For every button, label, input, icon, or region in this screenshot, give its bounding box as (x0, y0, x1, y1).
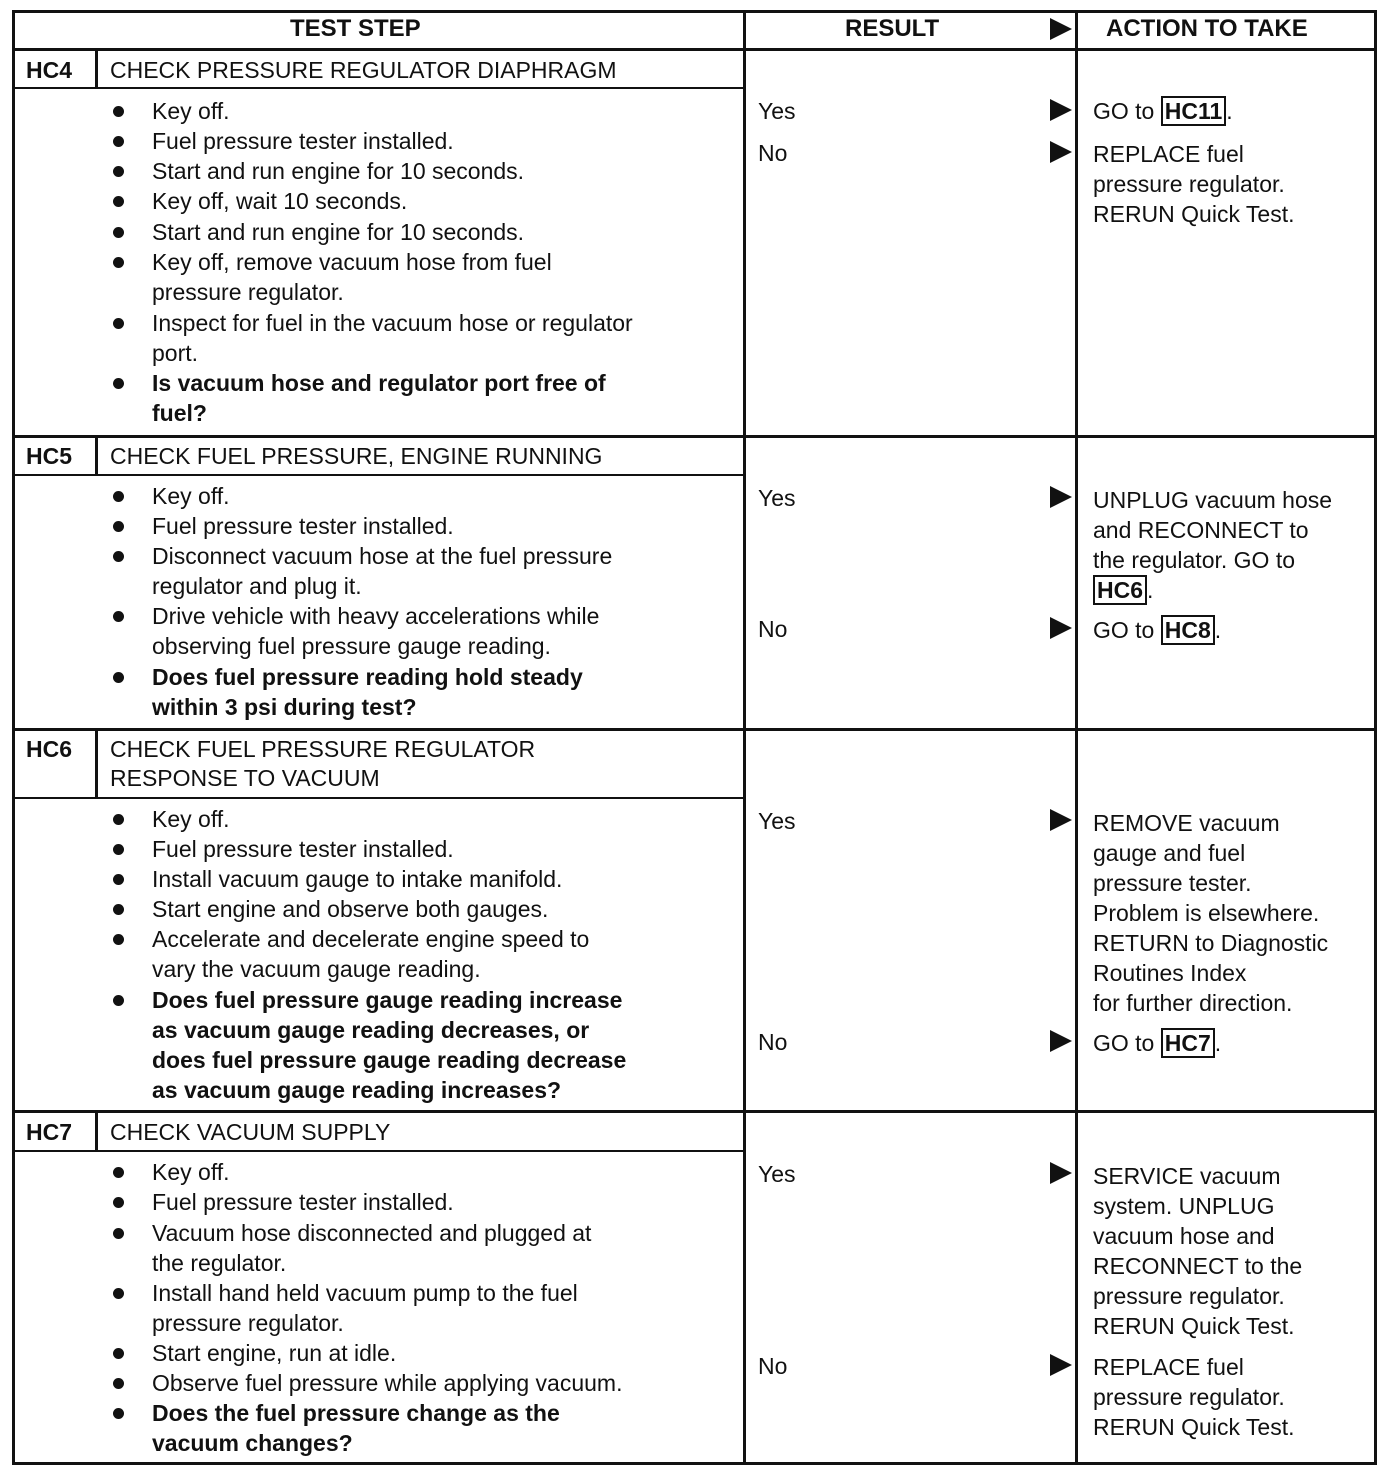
section-divider-hc5 (12, 435, 1377, 438)
bullet-text: regulator and plug it. (152, 573, 362, 599)
bullet-icon (113, 196, 124, 207)
bullet-text: observing fuel pressure gauge reading. (152, 633, 551, 659)
step-id: HC7 (26, 1119, 73, 1145)
bullet-text: the regulator. (152, 1250, 287, 1276)
step-id-divider (95, 1111, 98, 1151)
bullet-icon (113, 814, 124, 825)
bullet-icon (113, 995, 124, 1006)
result-arrow-icon (1050, 486, 1072, 508)
step-id: HC5 (26, 443, 73, 469)
step-reference-link[interactable]: HC7 (1161, 1028, 1215, 1058)
step-id: HC6 (26, 736, 73, 762)
result-arrow-icon (1050, 1030, 1072, 1052)
bullet-question: Is vacuum hose and regulator port free of (152, 370, 606, 396)
step-title: CHECK VACUUM SUPPLY (110, 1119, 391, 1145)
action-text: RERUN Quick Test. (1093, 1414, 1295, 1440)
result-arrow-icon (1050, 99, 1072, 121)
result-yes: Yes (758, 808, 796, 834)
table-left-border (12, 10, 15, 1465)
bullet-question: as vacuum gauge reading decreases, or (152, 1017, 590, 1043)
bullet-question: within 3 psi during test? (152, 694, 417, 720)
column-divider-action (1075, 10, 1078, 1465)
bullet-icon (113, 1197, 124, 1208)
action-text: . (1147, 577, 1154, 603)
action-text: pressure regulator. (1093, 1384, 1285, 1410)
step-title: CHECK FUEL PRESSURE REGULATOR (110, 736, 536, 762)
step-title: CHECK PRESSURE REGULATOR DIAPHRAGM (110, 57, 617, 83)
action-text: pressure tester. (1093, 870, 1252, 896)
result-no: No (758, 1353, 788, 1379)
bullet-text: Fuel pressure tester installed. (152, 836, 454, 862)
bullet-text: Accelerate and decelerate engine speed to (152, 926, 590, 952)
action-text: . (1214, 1030, 1222, 1056)
result-arrow-icon (1050, 809, 1072, 831)
bullet-question: Does fuel pressure gauge reading increase (152, 987, 623, 1013)
bullet-icon (113, 874, 124, 885)
step-id-divider (95, 436, 98, 476)
header-test-step: TEST STEP (290, 15, 421, 42)
result-no: No (758, 616, 788, 642)
bullet-text: Key off. (152, 806, 230, 832)
action-text: REPLACE fuel (1093, 141, 1244, 167)
bullet-text: Key off, remove vacuum hose from fuel (152, 249, 552, 275)
bullet-text: Fuel pressure tester installed. (152, 513, 454, 539)
action-text: Problem is elsewhere. (1093, 900, 1320, 926)
bullet-text: Install vacuum gauge to intake manifold. (152, 866, 563, 892)
bullet-text: Fuel pressure tester installed. (152, 128, 454, 154)
bullet-icon (113, 318, 124, 329)
header-arrow-icon (1050, 18, 1072, 40)
bullet-text: Observe fuel pressure while applying vacuum. (152, 1370, 623, 1396)
bullet-icon (113, 934, 124, 945)
bullet-question: does fuel pressure gauge reading decrease (152, 1047, 627, 1073)
bullet-question: Does fuel pressure reading hold steady (152, 664, 583, 690)
action-goto (1093, 575, 1153, 605)
bullet-icon (113, 1378, 124, 1389)
action-text: and RECONNECT to (1093, 517, 1309, 543)
bullet-icon (113, 904, 124, 915)
action-text: . (1214, 617, 1222, 643)
bullet-text: Inspect for fuel in the vacuum hose or regulator (152, 310, 633, 336)
step-title: RESPONSE TO VACUUM (110, 765, 380, 791)
header-result: RESULT (845, 15, 940, 42)
action-text: GO to (1093, 617, 1161, 643)
bullet-question: Does the fuel pressure change as the (152, 1400, 560, 1426)
bullet-icon (113, 378, 124, 389)
bullet-text: Install hand held vacuum pump to the fuel (152, 1280, 578, 1306)
bullet-text: Start engine and observe both gauges. (152, 896, 549, 922)
action-text: GO to (1093, 1030, 1161, 1056)
bullet-question: fuel? (152, 400, 207, 426)
bullet-icon (113, 491, 124, 502)
result-no: No (758, 140, 788, 166)
action-text: . (1226, 98, 1233, 124)
action-text: GO to (1093, 98, 1161, 124)
action-text: RETURN to Diagnostic (1093, 930, 1329, 956)
bullet-icon (113, 1228, 124, 1239)
bullet-text: Key off. (152, 98, 230, 124)
bullet-icon (113, 1348, 124, 1359)
action-text: RECONNECT to the (1093, 1253, 1303, 1279)
bullet-icon (113, 672, 124, 683)
step-title-underline (12, 1150, 745, 1152)
step-title: CHECK FUEL PRESSURE, ENGINE RUNNING (110, 443, 603, 469)
step-reference-link[interactable]: HC6 (1093, 575, 1147, 605)
section-divider-hc6 (12, 728, 1377, 731)
bullet-text: Key off, wait 10 seconds. (152, 188, 408, 214)
section-divider-hc7 (12, 1110, 1377, 1113)
table-top-border (12, 10, 1377, 13)
bullet-text: Vacuum hose disconnected and plugged at (152, 1220, 592, 1246)
action-text: pressure regulator. (1093, 1283, 1285, 1309)
table-bottom-border (12, 1462, 1377, 1465)
result-arrow-icon (1050, 1162, 1072, 1184)
bullet-question: vacuum changes? (152, 1430, 353, 1456)
result-yes: Yes (758, 485, 796, 511)
bullet-text: pressure regulator. (152, 279, 344, 305)
action-text: vacuum hose and (1093, 1223, 1275, 1249)
table-right-border (1374, 10, 1377, 1465)
result-yes: Yes (758, 1161, 796, 1187)
action-text: UNPLUG vacuum hose (1093, 487, 1333, 513)
action-text: REPLACE fuel (1093, 1354, 1244, 1380)
bullet-text: Start and run engine for 10 seconds. (152, 219, 525, 245)
step-title-underline (12, 87, 745, 89)
bullet-icon (113, 136, 124, 147)
action-text: REMOVE vacuum (1093, 810, 1280, 836)
header-bottom-border (12, 48, 1377, 51)
bullet-icon (113, 1408, 124, 1419)
bullet-question: as vacuum gauge reading increases? (152, 1077, 562, 1103)
bullet-icon (113, 106, 124, 117)
bullet-text: port. (152, 340, 199, 366)
step-title-underline (12, 474, 745, 476)
action-text: system. UNPLUG (1093, 1193, 1275, 1219)
result-arrow-icon (1050, 1354, 1072, 1376)
step-id: HC4 (26, 57, 73, 83)
action-text: gauge and fuel (1093, 840, 1246, 866)
action-text: RERUN Quick Test. (1093, 1313, 1295, 1339)
bullet-icon (113, 227, 124, 238)
bullet-icon (113, 844, 124, 855)
bullet-text: Key off. (152, 483, 230, 509)
step-id-divider (95, 48, 98, 88)
action-text: the regulator. GO to (1093, 547, 1296, 573)
action-text: for further direction. (1093, 990, 1293, 1016)
action-text: SERVICE vacuum (1093, 1163, 1281, 1189)
bullet-icon (113, 551, 124, 562)
bullet-text: pressure regulator. (152, 1310, 344, 1336)
bullet-text: Disconnect vacuum hose at the fuel pressure (152, 543, 613, 569)
step-reference-link[interactable]: HC11 (1161, 96, 1227, 126)
action-text: Routines Index (1093, 960, 1247, 986)
result-arrow-icon (1050, 617, 1072, 639)
bullet-text: Start and run engine for 10 seconds. (152, 158, 525, 184)
bullet-icon (113, 521, 124, 532)
step-title-underline (12, 797, 745, 799)
action-goto (1093, 1028, 1221, 1058)
bullet-icon (113, 166, 124, 177)
header-action: ACTION TO TAKE (1106, 15, 1308, 42)
result-yes: Yes (758, 98, 796, 124)
bullet-icon (113, 1167, 124, 1178)
step-reference-link[interactable]: HC8 (1161, 615, 1215, 645)
bullet-icon (113, 1288, 124, 1299)
result-no: No (758, 1029, 788, 1055)
action-text: pressure regulator. (1093, 171, 1285, 197)
bullet-text: Key off. (152, 1159, 230, 1185)
action-goto (1093, 96, 1233, 126)
result-arrow-icon (1050, 141, 1072, 163)
bullet-text: Start engine, run at idle. (152, 1340, 397, 1366)
step-id-divider (95, 729, 98, 799)
action-goto (1093, 615, 1221, 645)
bullet-text: Drive vehicle with heavy accelerations while (152, 603, 600, 629)
bullet-text: vary the vacuum gauge reading. (152, 956, 481, 982)
action-text: RERUN Quick Test. (1093, 201, 1295, 227)
bullet-icon (113, 611, 124, 622)
bullet-text: Fuel pressure tester installed. (152, 1189, 454, 1215)
bullet-icon (113, 257, 124, 268)
column-divider-result (743, 10, 746, 1465)
